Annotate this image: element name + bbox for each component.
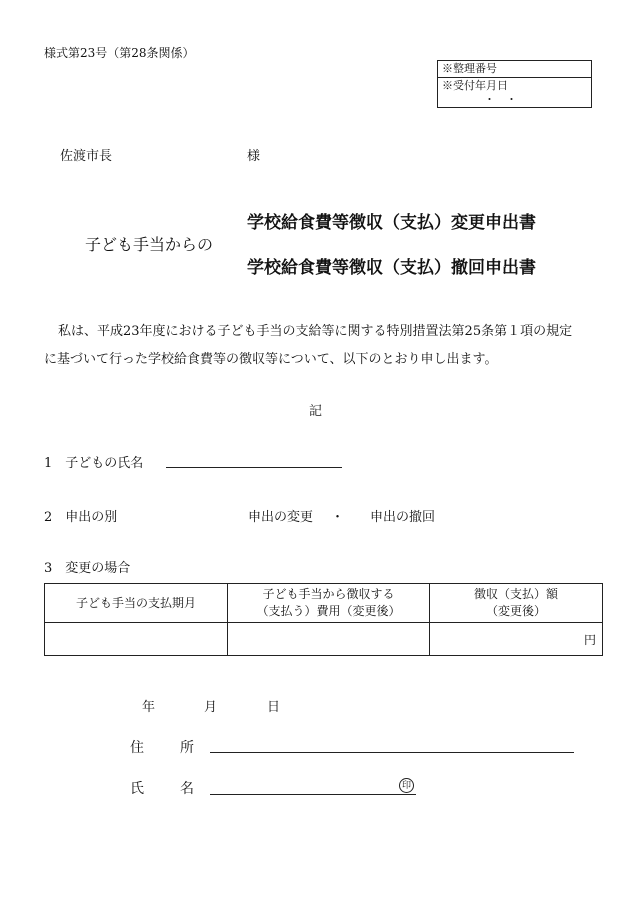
body-text-line1: 私は、平成23年度における子ども手当の支給等に関する特別措置法第25条第１項の規定 <box>58 324 573 339</box>
reference-box <box>437 60 592 108</box>
addressee-name: 佐渡市長 <box>60 149 113 164</box>
section1-label: 1 子どもの氏名 <box>44 456 144 471</box>
address-label-2: 所 <box>180 740 194 756</box>
fee-cell[interactable] <box>228 623 430 656</box>
col-payment-month: 子ども手当の支払期月 <box>45 584 228 623</box>
address-label-1: 住 <box>130 740 144 756</box>
name-label-1: 氏 <box>130 781 144 797</box>
col-fee: 子ども手当から徴収する （支払う）費用（変更後） <box>228 584 430 623</box>
receipt-date-label: ※受付年月日 <box>442 79 508 92</box>
col-amount: 徴収（支払）額 （変更後） <box>430 584 603 623</box>
applicant-name-field[interactable] <box>210 794 416 795</box>
body-text-line2: に基づいて行った学校給食費等の徴収等について、以下のとおり申し出ます。 <box>44 352 498 367</box>
seal-mark: 印 <box>399 778 414 793</box>
title-prefix: 子ども手当からの <box>85 235 214 254</box>
name-label-2: 名 <box>180 781 194 797</box>
section2-label: 2 申出の別 <box>44 510 118 525</box>
receipt-date-dots: ・ ・ <box>484 93 517 106</box>
reference-number-label: ※整理番号 <box>438 61 591 78</box>
addressee-honorific: 様 <box>247 149 261 164</box>
child-name-field[interactable] <box>166 467 342 468</box>
payment-month-cell[interactable] <box>45 623 228 656</box>
table-header-row <box>45 584 603 623</box>
form-number: 様式第23号（第28条関係） <box>44 46 195 60</box>
title-withdrawal-request: 学校給食費等徴収（支払）撤回申出書 <box>247 258 536 278</box>
amount-cell[interactable] <box>430 623 603 656</box>
option-withdraw[interactable]: 申出の撤回 <box>370 510 436 525</box>
date-year: 年 <box>142 700 156 715</box>
option-separator: ・ <box>331 510 345 525</box>
address-field[interactable] <box>210 752 574 753</box>
change-table <box>44 583 603 656</box>
ki-heading: 記 <box>309 404 323 419</box>
title-change-request: 学校給食費等徴収（支払）変更申出書 <box>247 213 536 233</box>
option-change[interactable]: 申出の変更 <box>248 510 314 525</box>
date-month: 月 <box>204 700 218 715</box>
yen-unit: 円 <box>583 632 596 647</box>
date-day: 日 <box>267 700 281 715</box>
table-row <box>45 623 603 656</box>
section3-label: 3 変更の場合 <box>44 561 131 576</box>
